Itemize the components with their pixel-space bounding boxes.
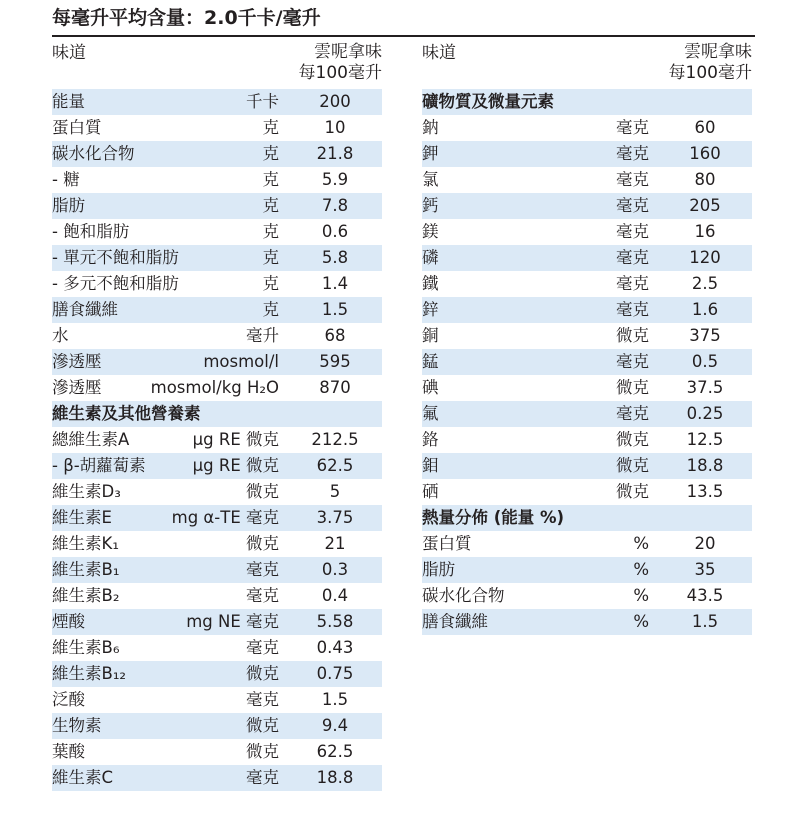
table-row — [422, 245, 752, 271]
nutrient-value: 21 — [324, 534, 346, 553]
flavour-value — [669, 42, 752, 84]
table-row — [52, 609, 382, 635]
nutrient-name: - 單元不飽和脂肪 — [52, 248, 179, 267]
table-row — [52, 661, 382, 687]
unit-label: 千卡 — [246, 92, 279, 111]
nutrient-value: 5 — [329, 482, 341, 501]
unit-label: 毫克 — [616, 300, 649, 319]
unit-label: % — [633, 534, 649, 553]
nutrient-name: - 多元不飽和脂肪 — [52, 274, 179, 293]
nutrient-value: 160 — [689, 144, 721, 163]
unit-label: 微克 — [616, 430, 649, 449]
nutrient-value: 62.5 — [316, 456, 354, 475]
table-header — [52, 36, 382, 89]
nutrient-name: 煙酸 — [52, 612, 85, 631]
nutrient-name: 鉬 — [422, 456, 439, 475]
table-row — [422, 141, 752, 167]
nutrient-value: 0.43 — [316, 638, 354, 657]
nutrient-name: 氯 — [422, 170, 439, 189]
per-100ml-label: 每100毫升 — [668, 63, 752, 83]
nutrient-value: 0.75 — [316, 664, 354, 683]
nutrient-name: 維生素C — [52, 768, 114, 787]
table-row — [422, 401, 752, 427]
table-row — [52, 557, 382, 583]
nutrient-name: 鈉 — [422, 118, 439, 137]
unit-label: µg RE 微克 — [192, 456, 279, 475]
unit-label: 毫克 — [246, 690, 279, 709]
unit-label: % — [633, 560, 649, 579]
nutrient-value: 212.5 — [311, 430, 359, 449]
nutrient-value: 200 — [319, 92, 351, 111]
table-row — [422, 557, 752, 583]
table-row — [52, 687, 382, 713]
table-row — [52, 245, 382, 271]
flavour-label: 味道 — [422, 43, 456, 63]
unit-label: 微克 — [616, 378, 649, 397]
page-title: 每毫升平均含量：2.0千卡/毫升 — [52, 7, 321, 29]
nutrient-name: 鉀 — [422, 144, 439, 163]
nutrition-table-right — [422, 36, 752, 635]
table-row — [52, 297, 382, 323]
unit-label: 克 — [262, 196, 279, 215]
table-row — [52, 479, 382, 505]
per-100ml-label: 每100毫升 — [298, 63, 382, 83]
section-heading-row — [422, 89, 752, 115]
unit-label: 克 — [262, 144, 279, 163]
table-row — [52, 115, 382, 141]
unit-label: 毫克 — [616, 222, 649, 241]
nutrient-value: 13.5 — [686, 482, 724, 501]
unit-label: 克 — [262, 248, 279, 267]
table-row — [52, 583, 382, 609]
nutrient-name: 鋅 — [422, 300, 439, 319]
nutrient-name: 鉻 — [422, 430, 439, 449]
flavour-name: 雲呢拿味 — [314, 42, 382, 62]
table-rows — [52, 89, 382, 791]
nutrient-name: - 糖 — [52, 170, 80, 189]
nutrient-name: 水 — [52, 326, 69, 345]
nutrient-name: 蛋白質 — [52, 118, 102, 137]
flavour-name: 雲呢拿味 — [684, 42, 752, 62]
nutrition-table-left — [52, 36, 382, 791]
nutrient-value: 18.8 — [316, 768, 354, 787]
nutrient-name: 維生素B₂ — [52, 586, 120, 605]
nutrient-name: 葉酸 — [52, 742, 85, 761]
nutrient-value: 35 — [694, 560, 716, 579]
nutrient-value: 205 — [689, 196, 721, 215]
table-row — [52, 375, 382, 401]
nutrient-value: 0.6 — [321, 222, 349, 241]
table-row — [422, 583, 752, 609]
table-row — [52, 427, 382, 453]
nutrient-value: 80 — [694, 170, 716, 189]
nutrient-value: 1.5 — [691, 612, 719, 631]
nutrient-name: 脂肪 — [422, 560, 455, 579]
nutrient-name: 礦物質及微量元素 — [422, 92, 554, 111]
nutrient-name: 膳食纖維 — [422, 612, 488, 631]
unit-label: 毫克 — [616, 274, 649, 293]
table-row — [52, 713, 382, 739]
unit-label: 克 — [262, 222, 279, 241]
flavour-value — [299, 42, 382, 84]
nutrient-name: 維生素B₁ — [52, 560, 120, 579]
nutrient-value: 0.3 — [321, 560, 349, 579]
table-row — [422, 115, 752, 141]
table-header — [422, 36, 752, 89]
nutrient-name: 磷 — [422, 248, 439, 267]
nutrient-name: 能量 — [52, 92, 85, 111]
unit-label: 微克 — [246, 482, 279, 501]
table-row — [422, 219, 752, 245]
nutrient-name: 滲透壓 — [52, 352, 102, 371]
nutrient-value: 3.75 — [316, 508, 354, 527]
unit-label: 克 — [262, 300, 279, 319]
unit-label: 毫克 — [616, 118, 649, 137]
nutrient-value: 7.8 — [321, 196, 349, 215]
nutrient-value: 1.5 — [321, 300, 349, 319]
unit-label: 微克 — [246, 534, 279, 553]
unit-label: µg RE 微克 — [192, 430, 279, 449]
unit-label: 微克 — [246, 742, 279, 761]
nutrient-value: 21.8 — [316, 144, 354, 163]
nutrient-name: 鐵 — [422, 274, 439, 293]
table-row — [52, 141, 382, 167]
nutrient-name: 維生素D₃ — [52, 482, 121, 501]
nutrient-value: 5.8 — [321, 248, 349, 267]
nutrient-value: 20 — [694, 534, 716, 553]
nutrient-value: 68 — [324, 326, 346, 345]
table-row — [422, 193, 752, 219]
unit-label: mg α-TE 毫克 — [171, 508, 279, 527]
unit-label: % — [633, 612, 649, 631]
nutrient-value: 1.4 — [321, 274, 349, 293]
nutrient-name: 錳 — [422, 352, 439, 371]
unit-label: 毫克 — [616, 352, 649, 371]
table-row — [52, 219, 382, 245]
nutrient-value: 43.5 — [686, 586, 724, 605]
table-row — [422, 375, 752, 401]
nutrient-value: 62.5 — [316, 742, 354, 761]
nutrient-value: 120 — [689, 248, 721, 267]
nutrient-name: 碳水化合物 — [52, 144, 135, 163]
table-row — [52, 505, 382, 531]
table-rows — [422, 89, 752, 635]
unit-label: 毫克 — [616, 196, 649, 215]
table-row — [52, 453, 382, 479]
nutrient-name: 碘 — [422, 378, 439, 397]
nutrient-value: 60 — [694, 118, 716, 137]
nutrient-name: 維生素B₁₂ — [52, 664, 127, 683]
unit-label: 克 — [262, 118, 279, 137]
table-row — [52, 349, 382, 375]
table-row — [422, 323, 752, 349]
nutrient-value: 0.25 — [686, 404, 724, 423]
nutrient-name: 氟 — [422, 404, 439, 423]
nutrient-name: 總維生素A — [52, 430, 130, 449]
nutrient-name: 維生素B₆ — [52, 638, 120, 657]
table-row — [422, 349, 752, 375]
nutrient-value: 9.4 — [321, 716, 349, 735]
table-row — [52, 89, 382, 115]
table-row — [52, 765, 382, 791]
unit-label: 微克 — [616, 456, 649, 475]
nutrient-name: 碳水化合物 — [422, 586, 505, 605]
nutrient-value: 10 — [324, 118, 346, 137]
table-row — [52, 167, 382, 193]
nutrient-name: 熱量分佈 (能量 %) — [422, 508, 565, 527]
unit-label: 毫升 — [246, 326, 279, 345]
nutrient-value: 37.5 — [686, 378, 724, 397]
nutrient-value: 2.5 — [691, 274, 719, 293]
table-row — [52, 531, 382, 557]
nutrient-value: 18.8 — [686, 456, 724, 475]
table-row — [52, 271, 382, 297]
unit-label: 毫克 — [246, 560, 279, 579]
nutrient-value: 16 — [694, 222, 716, 241]
unit-label: 毫克 — [616, 404, 649, 423]
nutrient-name: 維生素K₁ — [52, 534, 119, 553]
nutrient-value: 1.5 — [321, 690, 349, 709]
unit-label: 毫克 — [616, 170, 649, 189]
nutrient-value: 375 — [689, 326, 721, 345]
unit-label: 毫克 — [246, 768, 279, 787]
table-row — [422, 271, 752, 297]
table-row — [422, 479, 752, 505]
nutrient-value: 0.4 — [321, 586, 349, 605]
table-row — [422, 453, 752, 479]
table-row — [422, 531, 752, 557]
unit-label: % — [633, 586, 649, 605]
unit-label: mg NE 毫克 — [186, 612, 279, 631]
nutrient-value: 595 — [319, 352, 351, 371]
nutrient-name: 維生素及其他營養素 — [52, 404, 201, 423]
nutrient-name: 硒 — [422, 482, 439, 501]
unit-label: 克 — [262, 170, 279, 189]
section-heading-row — [422, 505, 752, 531]
table-row — [52, 635, 382, 661]
nutrient-value: 1.6 — [691, 300, 719, 319]
nutrient-value: 5.58 — [316, 612, 354, 631]
unit-label: 克 — [262, 274, 279, 293]
nutrient-name: 生物素 — [52, 716, 102, 735]
table-row — [422, 167, 752, 193]
nutrient-name: - 飽和脂肪 — [52, 222, 130, 241]
table-row — [52, 323, 382, 349]
unit-label: mosmol/kg H₂O — [150, 378, 279, 397]
nutrient-name: 滲透壓 — [52, 378, 102, 397]
nutrient-value: 5.9 — [321, 170, 349, 189]
unit-label: 毫克 — [616, 248, 649, 267]
nutrient-name: 泛酸 — [52, 690, 85, 709]
nutrient-name: 鎂 — [422, 222, 439, 241]
table-row — [52, 739, 382, 765]
flavour-label: 味道 — [52, 43, 86, 63]
table-row — [422, 427, 752, 453]
nutrient-name: 蛋白質 — [422, 534, 472, 553]
unit-label: mosmol/l — [203, 352, 279, 371]
nutrient-value: 870 — [319, 378, 351, 397]
nutrient-name: 銅 — [422, 326, 439, 345]
table-row — [422, 297, 752, 323]
unit-label: 微克 — [246, 664, 279, 683]
nutrient-name: - β-胡蘿蔔素 — [52, 456, 146, 475]
table-row — [422, 609, 752, 635]
nutrient-name: 維生素E — [52, 508, 112, 527]
unit-label: 微克 — [246, 716, 279, 735]
table-row — [52, 193, 382, 219]
unit-label: 毫克 — [616, 144, 649, 163]
nutrient-value: 12.5 — [686, 430, 724, 449]
nutrient-name: 脂肪 — [52, 196, 85, 215]
unit-label: 微克 — [616, 482, 649, 501]
unit-label: 微克 — [616, 326, 649, 345]
unit-label: 毫克 — [246, 586, 279, 605]
nutrient-name: 鈣 — [422, 196, 439, 215]
nutrient-value: 0.5 — [691, 352, 719, 371]
nutrient-name: 膳食纖維 — [52, 300, 118, 319]
section-heading-row — [52, 401, 382, 427]
unit-label: 毫克 — [246, 638, 279, 657]
